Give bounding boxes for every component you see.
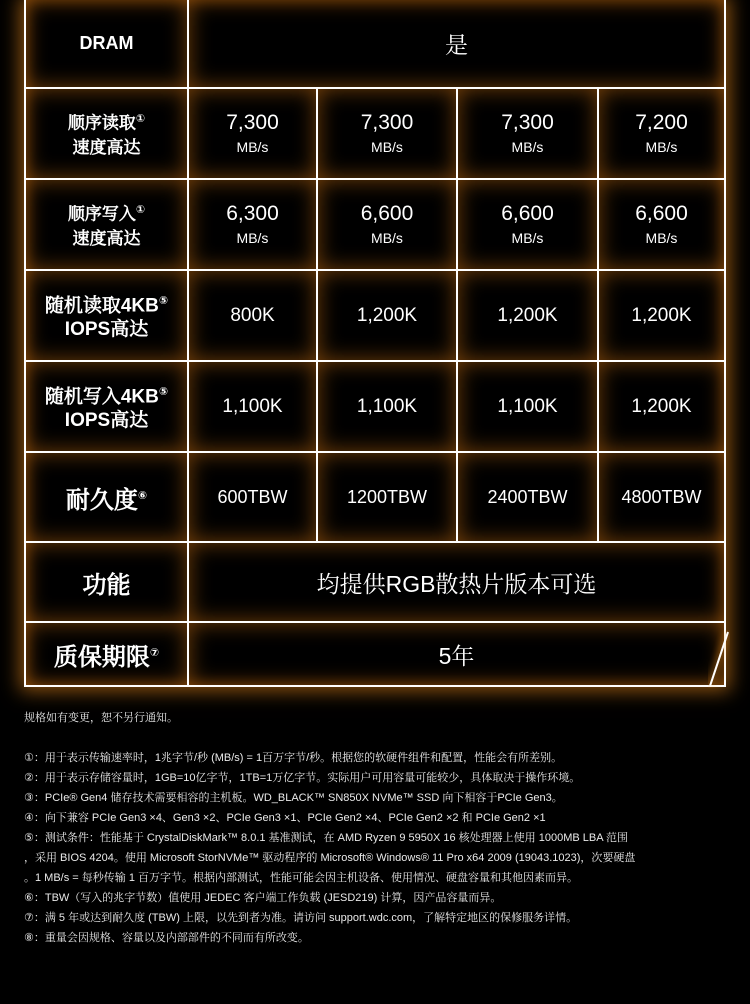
seq-write-value-2: 6,600 MB/s — [318, 180, 458, 269]
rand-read-value-2: 1,200K — [318, 271, 458, 360]
value-dram: 是 — [189, 0, 724, 87]
seq-write-value-1: 6,300 MB/s — [189, 180, 318, 269]
corner-bevel-decoration — [708, 630, 730, 688]
seq-write-value-4: 6,600 MB/s — [599, 180, 724, 269]
row-rand-write — [26, 360, 724, 451]
endurance-value-3: 2400TBW — [458, 453, 599, 541]
rand-write-value-1: 1,100K — [189, 362, 318, 451]
row-seq-write — [26, 178, 724, 269]
label-feature: 功能 — [26, 543, 189, 621]
label-seq-write: 顺序写入① 速度高达 — [26, 180, 189, 269]
value-warranty: 5年 — [189, 623, 724, 685]
label-dram: DRAM — [26, 0, 189, 87]
rand-read-value-3: 1,200K — [458, 271, 599, 360]
footnote: ①：用于表示传输速率时，1兆字节/秒 (MB/s) = 1百万字节/秒。根据您的软硬件组件和配置，性能会有所差别。 — [24, 752, 563, 764]
rand-read-value-4: 1,200K — [599, 271, 724, 360]
footnote: ②：用于表示存储容量时，1GB=10亿字节，1TB=1万亿字节。实际用户可用容量可能较少，具体取决于操作环境。 — [24, 772, 581, 784]
label-endurance: 耐久度⑥ — [26, 453, 189, 541]
endurance-value-1: 600TBW — [189, 453, 318, 541]
disclaimer: 规格如有变更，恕不另行通知。 — [24, 712, 178, 724]
row-warranty — [26, 621, 724, 685]
row-feature — [26, 541, 724, 621]
label-warranty: 质保期限⑦ — [26, 623, 189, 685]
label-rand-read: 随机读取4KB⑤ IOPS高达 — [26, 271, 189, 360]
seq-read-value-3: 7,300 MB/s — [458, 89, 599, 178]
row-endurance — [26, 451, 724, 541]
endurance-value-2: 1200TBW — [318, 453, 458, 541]
footnote: ③：PCIe® Gen4 储存技术需要相容的主机板。WD_BLACK™ SN850X NVMe™ SSD 向下相容于PCIe Gen3。 — [24, 792, 563, 804]
footnote: ⑦：满 5 年或达到耐久度 (TBW) 上限，以先到者为准。请访问 support.wdc.com，了解特定地区的保修服务详情。 — [24, 912, 578, 924]
rand-write-value-4: 1,200K — [599, 362, 724, 451]
footnote: ⑧：重量会因规格、容量以及内部部件的不同而有所改变。 — [24, 932, 309, 944]
footnote: 。1 MB/s = 每秒传输 1 百万字节。根据内部测试，性能可能会因主机设备、使用情况、硬盘容量和其他因素而异。 — [24, 872, 578, 884]
label-seq-read: 顺序读取① 速度高达 — [26, 89, 189, 178]
rand-write-value-3: 1,100K — [458, 362, 599, 451]
footnote: ，采用 BIOS 4204。使用 Microsoft StorNVMe™ 驱动程序的 Microsoft® Windows® 11 Pro x64 2009 (19043.1023)，次要硬盘 — [24, 852, 636, 864]
spec-table — [24, 0, 726, 687]
row-dram — [26, 0, 724, 87]
row-seq-read — [26, 87, 724, 178]
seq-read-value-1: 7,300 MB/s — [189, 89, 318, 178]
row-rand-read — [26, 269, 724, 360]
footnote: ⑥：TBW（写入的兆字节数）值使用 JEDEC 客户端工作负载 (JESD219) 计算，因产品容量而异。 — [24, 892, 502, 904]
rand-write-value-2: 1,100K — [318, 362, 458, 451]
footnote: ⑤：测试条件：性能基于 CrystalDiskMark™ 8.0.1 基准测试，在 AMD Ryzen 9 5950X 16 核处理器上使用 1000MB LBA 范围 — [24, 832, 628, 844]
seq-write-value-3: 6,600 MB/s — [458, 180, 599, 269]
rand-read-value-1: 800K — [189, 271, 318, 360]
footnote: ④：向下兼容 PCIe Gen3 ×4、Gen3 ×2、PCIe Gen3 ×1、PCIe Gen2 ×4、PCIe Gen2 ×2 和 PCIe Gen2 ×1 — [24, 812, 546, 824]
label-rand-write: 随机写入4KB⑤ IOPS高达 — [26, 362, 189, 451]
seq-read-value-2: 7,300 MB/s — [318, 89, 458, 178]
footnotes — [24, 708, 728, 948]
seq-read-value-4: 7,200 MB/s — [599, 89, 724, 178]
endurance-value-4: 4800TBW — [599, 453, 724, 541]
value-feature: 均提供RGB散热片版本可选 — [189, 543, 724, 621]
